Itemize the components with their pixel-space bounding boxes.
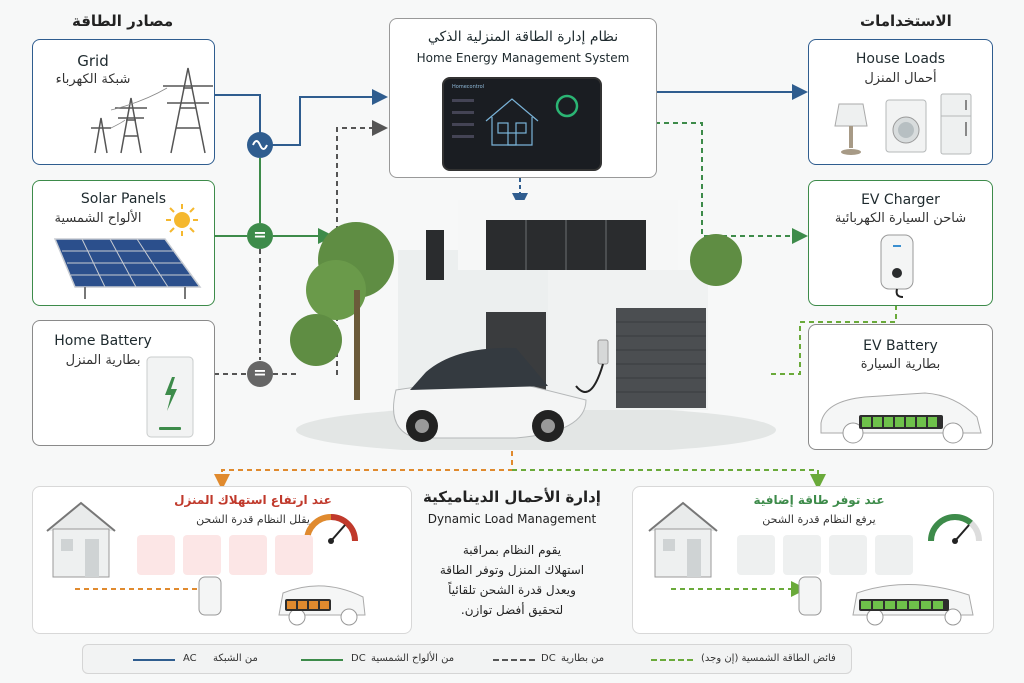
ev-battery-subtitle: بطارية السيارة	[860, 357, 941, 372]
socket-ok-icon	[875, 535, 913, 575]
washing-machine-icon	[884, 98, 928, 154]
battery-equals-icon: =	[247, 361, 273, 387]
fridge-alert-icon	[229, 535, 267, 575]
increased-charging-icon	[669, 571, 989, 631]
legend-battery-code: DC	[541, 653, 556, 664]
fridge-ok-icon	[829, 535, 867, 575]
home-battery-icon	[145, 355, 195, 439]
house-loads-subtitle: أحمال المنزل	[864, 71, 937, 86]
legend-surplus-text: فائض الطاقة الشمسية (إن وجد)	[701, 653, 836, 664]
power-tower-icon	[63, 58, 213, 160]
sine-wave-icon	[247, 132, 273, 158]
high-load-title: عند ارتفاع استهلاك المنزل	[174, 493, 332, 507]
sun-icon	[165, 203, 199, 237]
reduced-charging-icon	[73, 571, 373, 631]
ev-battery-title: EV Battery	[863, 338, 938, 354]
small-house-icon	[43, 497, 119, 579]
uses-header: الاستخدامات	[860, 12, 952, 30]
small-house-icon-2	[645, 497, 721, 579]
legend-solar-line	[301, 659, 343, 661]
solar-panel-icon	[45, 237, 205, 301]
legend	[82, 644, 852, 674]
dc-equals-icon: =	[247, 223, 273, 249]
hems-card	[389, 18, 657, 178]
ev-car-icon	[815, 377, 987, 445]
dlm-body-line-2: استهلاك المنزل وتوفر الطاقة	[439, 563, 585, 577]
hems-screen-label: Homecontrol	[452, 84, 485, 90]
ev-charger-subtitle: شاحن السيارة الكهربائية	[834, 211, 967, 226]
dlm-title-en: Dynamic Load Management	[427, 512, 597, 526]
surplus-title: عند توفر طاقة إضافية	[753, 493, 885, 507]
fridge-icon	[939, 92, 973, 156]
dlm-body-line-3: ويعدل قدرة الشحن تلقائياً	[448, 583, 576, 597]
gauge-green-icon	[925, 509, 985, 549]
legend-solar-text: من الألواح الشمسية	[371, 653, 455, 664]
house-loads-title: House Loads	[855, 51, 946, 67]
gauge-screen-icon	[554, 93, 580, 119]
hems-title-ar: نظام إدارة الطاقة المنزلية الذكي	[427, 29, 619, 45]
high-load-subtitle: يقلل النظام قدرة الشحن	[196, 513, 310, 526]
dlm-body	[412, 540, 612, 620]
lamp-alert-icon	[137, 535, 175, 575]
surplus-panel	[632, 486, 994, 634]
legend-ac-code: AC	[183, 653, 197, 664]
home-battery-subtitle: بطارية المنزل	[65, 353, 141, 368]
ac-to-hems-line	[272, 97, 384, 145]
house-screen-icon	[478, 93, 548, 149]
dlm-split-right	[512, 470, 818, 486]
ev-charger-title: EV Charger	[861, 192, 940, 208]
legend-surplus-line	[651, 659, 693, 661]
socket-alert-icon	[275, 535, 313, 575]
washer-ok-icon	[783, 535, 821, 575]
high-load-panel	[32, 486, 412, 634]
surplus-subtitle: يرفع النظام قدرة الشحن	[762, 513, 876, 526]
lamp-icon	[833, 100, 869, 156]
legend-ac-text: من الشبكة	[213, 653, 258, 664]
home-battery-card	[32, 320, 215, 446]
dlm-body-line-4: لتحقيق أفضل توازن.	[460, 603, 564, 617]
hems-title-en: Home Energy Management System	[416, 51, 630, 65]
house-loads-card	[808, 39, 993, 165]
sources-header: مصادر الطاقة	[72, 12, 174, 30]
washer-alert-icon	[183, 535, 221, 575]
legend-ac-line	[133, 659, 175, 661]
grid-subtitle: شبكة الكهرباء	[55, 72, 131, 87]
legend-solar-code: DC	[351, 653, 366, 664]
solar-card	[32, 180, 215, 306]
lamp-ok-icon	[737, 535, 775, 575]
solar-subtitle: الألواح الشمسية	[54, 211, 142, 226]
dlm-title-ar: إدارة الأحمال الديناميكية	[423, 488, 601, 506]
grid-title: Grid	[77, 52, 109, 70]
hems-tablet	[442, 77, 602, 171]
house-illustration	[286, 190, 776, 450]
ev-battery-card	[808, 324, 993, 450]
dlm-body-line-1: يقوم النظام بمراقبة	[462, 543, 562, 557]
solar-title: Solar Panels	[80, 191, 167, 207]
ev-charger-icon	[875, 233, 923, 299]
legend-battery-line	[493, 659, 535, 661]
legend-battery-text: من بطارية	[561, 653, 605, 664]
grid-card	[32, 39, 215, 165]
ev-charger-card	[808, 180, 993, 306]
home-battery-title: Home Battery	[54, 333, 152, 349]
